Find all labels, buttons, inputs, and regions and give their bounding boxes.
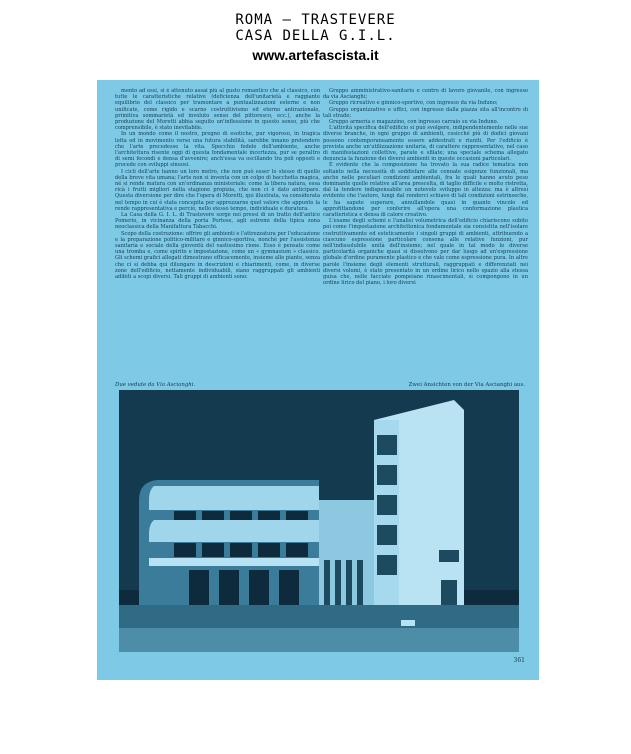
- paragraph: L'esame degli schemi e l'analisi volumetrica dell'edificio chiariscono subito poi come l'impostazione architettonica fondamentale sia consistita nell'isolare costruttivamente ed esteticamente i singoli gruppi di ambienti, attribuendo a ciascuno espressione particolare consona alle relative funzioni, pur nell'indissolubile unità dell'insieme; nel quale in tal modo le diverse particolarità organiche quasi si dissolvono per dar luogo ad un'espressione globale d'ordine puramente plastico e che vale come espressione pura. In altre parole l'insieme degli elementi strutturali, raggruppati e differenziati nei diversi volumi, è stato presentato in un ordine lirico nello spazio alla stessa guisa che, nelle facciate pompeiane rinascimentali, si compongono in un ordine lirico del piano, i loro diversi: [323, 218, 528, 287]
- paragraph: mento ad essi, si è attenuto assai più al gusto romantico che al classico, con tutte le caratteristiche relative (deficienza dell'unitarietà e raggiante equilibrio del classico per tramontare a puntualizzazioni esterne e non unificate, come rigido e scarno costruttivismo ed eterno antirazionale, primitiva sommarietà ed involuto senso del pittoresco, ecc.), anche la produzione del Moretti abbia seguito un'inflessione in questo senso, più che comprensibile, è stato inevitabile.: [115, 88, 320, 132]
- text-column-left: [115, 88, 320, 388]
- text-column-right: [323, 88, 528, 388]
- building-photo: [119, 390, 519, 652]
- paragraph: Gruppo amministrativo-sanitario e centro di lavoro giovanile, con ingresso da via Ascianghi;: [323, 88, 528, 101]
- scanned-page: [97, 80, 539, 680]
- website-link[interactable]: www.artefascista.it: [252, 47, 379, 63]
- paragraph: Gruppo ricreativo e ginnico-sportivo, con ingresso da via Induno;: [329, 100, 498, 107]
- paragraph: La Casa della G. I. L. di Trastevere sorge nei pressi di un tratto dell'antico Pomerio, in vicinanza della porta Portese, agli estremi della tipica zona neoclassica della Manifattura Tabacchi.: [115, 212, 320, 231]
- caption-italian: Due vedute da Via Ascianghi.: [115, 382, 196, 388]
- caption-german: Zwei Ansichten von der Via Ascianghi aus.: [408, 382, 525, 388]
- paragraph: Scopo della costruzione: offrire gli ambienti e l'attrezzatura per l'educazione e la preparazione politico-militare e ginnico-sportiva, nonché per l'assistenza sanitaria e sociale della gioventù del vastissimo rione. Esso è pensato come una tromba e, come spirito e impostazione, come un « gymnasium » classico. Gli schemi grafici allegati dimostrano efficacemente, insieme alle piante, senza che ci si debba qui dilungare in descrizioni e chiarimenti, come, in diverse zone dell'edificio, nettamente individuabili, siano raggruppati gli ambienti adibiti a scopi diversi. Tali gruppi di ambienti sono:: [115, 230, 320, 281]
- paragraph: I cicli dell'arte hanno un loro metro, che non può esser lo stesso di quello della breve vita umana; l'arte non si inventa con un colpo di bacchetta magica, né si rende matura con un'ordinanza ministeriale: come la libera natura, essa ricà i frutti migliori nella stagione propizia, che non ci è dato anticipare. Questa diversione per dire che l'opera di Moretti, qui illustrata, va considerata nel tempo in cui è stata concepita per apprezzarne quel valore che appunto la rende rappresentativa e perciò, nello stesso tempo, individuale e duratura.: [115, 168, 320, 212]
- paragraph: L'attività specifica dell'edificio si può svolgere, indipendentemente nelle sue diverse branche, in ogni gruppo di ambienti, cosicché più di dodici giovani possono contemporaneamente essere addestrati e riuniti. Per l'edificio è prevista anche un'utilizzazione unitaria, di carattere rappresentativo, nel caso di manifestazioni collettive, parate e sfilate; una speciale schema allegato denuncia la funzione dei diversi ambienti in queste occasioni particolari.: [323, 125, 528, 163]
- page-header: [0, 12, 631, 64]
- paragraph: In un mondo come il nostro, pregno di esotiche, pur vigoroso, in tragica lotta ed in movimento verso una futura stabilità, sarebbe innano pretendere che l'arte precedesse la vita. Specchio fedele dell'ambiente, anche l'architettura risente oggi di questa fondamentale incertezza, pur se peraltro di semi fecondi e densa d'avvenire; anch'essa va oscillando tra poli opposti e procede con sviluppi sinuosi.: [115, 131, 320, 169]
- title-line-roma: ROMA – TRASTEVERE: [235, 12, 396, 28]
- paragraph: È evidente che la composizione ha trovato la sua radice tematica non soltanto nella necessità di soddisfare alle cennate esigenze funzionali, ma anche nelle peculiari condizioni ambientali, fra le quali hanno avuto peso dominante quelle relative all'area prescelta, di taglio difficile e molto ristretta, dal la tendere indispensabile un notevole sviluppo in altezza: ma è altresì evidente che l'autore, lungi dal renderci schiavo di tali condizioni estrinseche, le ha sapute superare, annullandole quasi in quanto vincolo ed approfittandone per conferire all'opera una conformazione plastica caratteristica e densa di calore creativo.: [323, 162, 528, 219]
- paragraph: Gruppo armeria e magazzino, con ingresso carraio su via Induno.: [329, 119, 499, 126]
- title-line-casa: CASA DELLA G.I.L.: [235, 28, 396, 44]
- paragraph: Gruppo organizzativo e uffici, con ingresso dalla piazza sita all'incontro di tali strade;: [323, 106, 528, 119]
- page-number: 361: [513, 657, 525, 664]
